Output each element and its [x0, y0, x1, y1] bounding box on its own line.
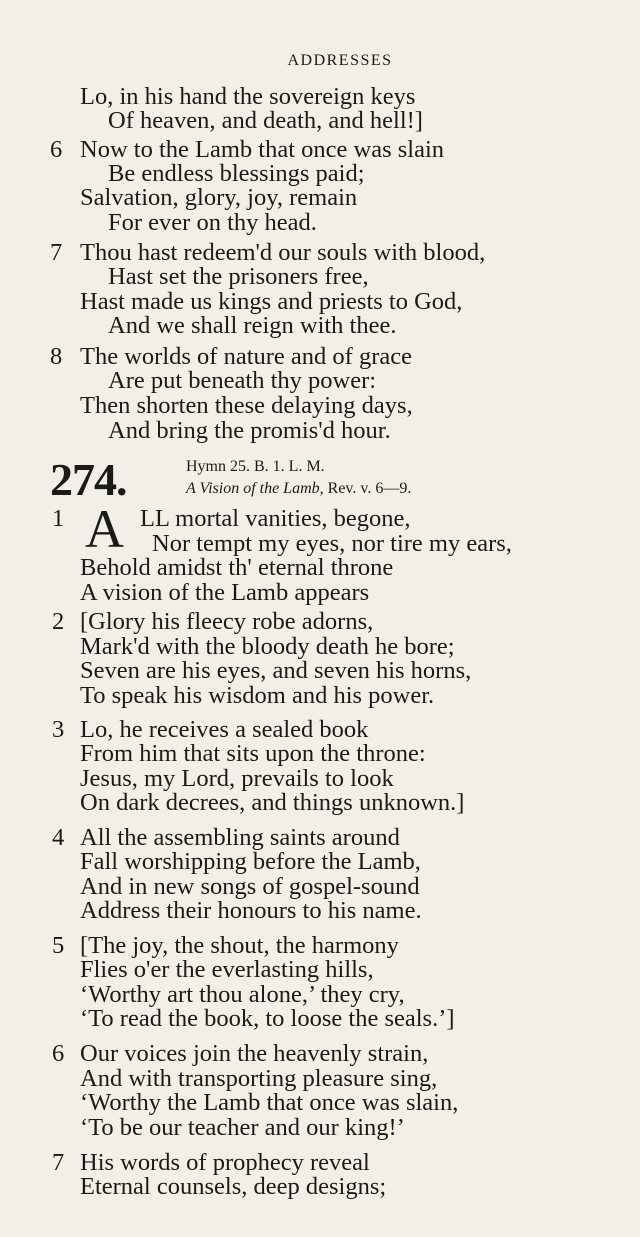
verse-line: His words of prophecy reveal [80, 1149, 370, 1176]
verse-line: Of heaven, and death, and hell!] [108, 107, 423, 134]
verse-line: ‘To be our teacher and our king!’ [80, 1114, 405, 1141]
verse-line: Salvation, glory, joy, remain [80, 184, 358, 211]
verse-line: LL mortal vanities, begone, [140, 505, 411, 532]
hymn-subtitle-title: A Vision of the Lamb, [186, 480, 324, 497]
hymn-meter: Hymn 25. B. 1. L. M. [186, 458, 325, 475]
verse-line: The worlds of nature and of grace [80, 343, 412, 370]
verse-line: Nor tempt my eyes, nor tire my ears, [152, 530, 512, 557]
verse-line: All the assembling saints around [80, 824, 400, 851]
verse-line: And we shall reign with thee. [108, 312, 397, 339]
verse-line: Thou hast redeem'd our souls with blood, [80, 239, 486, 266]
verse-line: ‘Worthy art thou alone,’ they cry, [80, 981, 405, 1008]
hymn-subtitle [186, 479, 411, 499]
verse-line: Our voices join the heavenly strain, [80, 1040, 429, 1067]
verse-line: ‘To read the book, to loose the seals.’] [80, 1005, 455, 1032]
verse-line: On dark decrees, and things unknown.] [80, 789, 465, 816]
verse-line: Eternal counsels, deep designs; [80, 1173, 387, 1200]
stanza-number: 3 [52, 716, 65, 743]
verse-line: Jesus, my Lord, prevails to look [80, 765, 394, 792]
stanza-number: 8 [50, 343, 63, 370]
verse-line: And bring the promis'd hour. [108, 417, 391, 444]
verse-line: Mark'd with the bloody death he bore; [80, 633, 455, 660]
verse-line: Lo, he receives a sealed book [80, 716, 369, 743]
verse-line: To speak his wisdom and his power. [80, 682, 435, 709]
verse-line: Flies o'er the everlasting hills, [80, 956, 374, 983]
stanza-number: 6 [50, 136, 63, 163]
hymn-number: 274. [50, 454, 127, 505]
verse-line: A vision of the Lamb appears [80, 579, 370, 606]
stanza-number: 6 [52, 1040, 65, 1067]
verse-line: Hast set the prisoners free, [108, 263, 369, 290]
stanza-number: 1 [52, 505, 65, 532]
hymn-subtitle-reference: Rev. v. 6—9. [323, 480, 412, 497]
verse-line: [The joy, the shout, the harmony [80, 932, 399, 959]
verse-line: Behold amidst th' eternal throne [80, 554, 394, 581]
verse-line: From him that sits upon the throne: [80, 740, 426, 767]
stanza-number: 7 [52, 1149, 65, 1176]
verse-line: Be endless blessings paid; [108, 160, 365, 187]
verse-line: Are put beneath thy power: [108, 367, 377, 394]
verse-line: For ever on thy head. [108, 209, 317, 236]
verse-line: [Glory his fleecy robe adorns, [80, 608, 374, 635]
running-header: ADDRESSES [287, 52, 393, 69]
drop-cap: A [85, 499, 124, 559]
stanza-number: 5 [52, 932, 65, 959]
stanza-number: 2 [52, 608, 65, 635]
verse-line: And in new songs of gospel-sound [80, 873, 420, 900]
verse-line: ‘Worthy the Lamb that once was slain, [80, 1089, 459, 1116]
verse-line: Lo, in his hand the sovereign keys [80, 83, 416, 110]
verse-line: Seven are his eyes, and seven his horns, [80, 657, 472, 684]
verse-line: Address their honours to his name. [80, 897, 422, 924]
stanza-number: 7 [50, 239, 63, 266]
verse-line: And with transporting pleasure sing, [80, 1065, 438, 1092]
verse-line: Hast made us kings and priests to God, [80, 288, 463, 315]
verse-line: Then shorten these delaying days, [80, 392, 413, 419]
stanza-number: 4 [52, 824, 65, 851]
verse-line: Now to the Lamb that once was slain [80, 136, 445, 163]
verse-line: Fall worshipping before the Lamb, [80, 848, 421, 875]
